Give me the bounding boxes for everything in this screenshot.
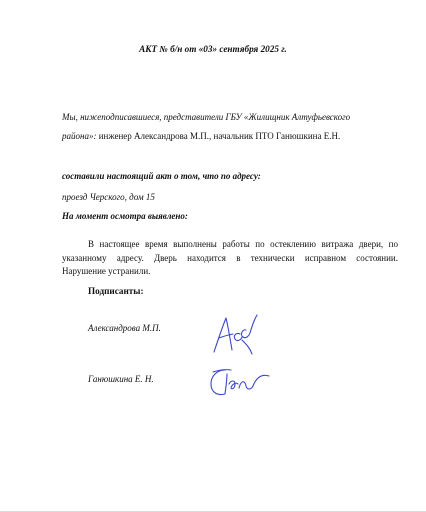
intro-line-2 <box>62 131 340 141</box>
address-text: проезд Черского, дом 15 <box>62 192 155 202</box>
inspection-heading: На момент осмотра выявлено: <box>62 211 188 221</box>
signature-2-image <box>205 364 273 400</box>
signature-1-image <box>206 308 266 358</box>
inspection-body <box>62 238 398 279</box>
body-line: В настоящее время выполнены работы по остеклению витража двери, по <box>88 239 398 249</box>
signer-name-1: Александрова М.П. <box>88 323 161 333</box>
signers-heading: Подписанты: <box>88 286 144 296</box>
document-title: АКТ № б/н от «03» сентября 2025 г. <box>139 44 287 54</box>
intro-line-1: Мы, нижеподписавшиеся, представители ГБУ «Жилищник Алтуфьевского <box>62 112 351 122</box>
compiled-statement: составили настоящий акт о том, что по адресу: <box>62 171 261 181</box>
intro-line-2-rest: инженер Александрова М.П., начальник ПТО Ганюшкина Е.Н. <box>96 131 341 141</box>
intro-line-2-italic: района»: <box>62 131 97 141</box>
signer-name-2: Ганюшкина Е. Н. <box>88 374 154 384</box>
body-line: указанному адресу. Дверь находится в технически исправном состоянии. <box>62 252 398 263</box>
body-line: Нарушение устранили. <box>62 266 151 277</box>
